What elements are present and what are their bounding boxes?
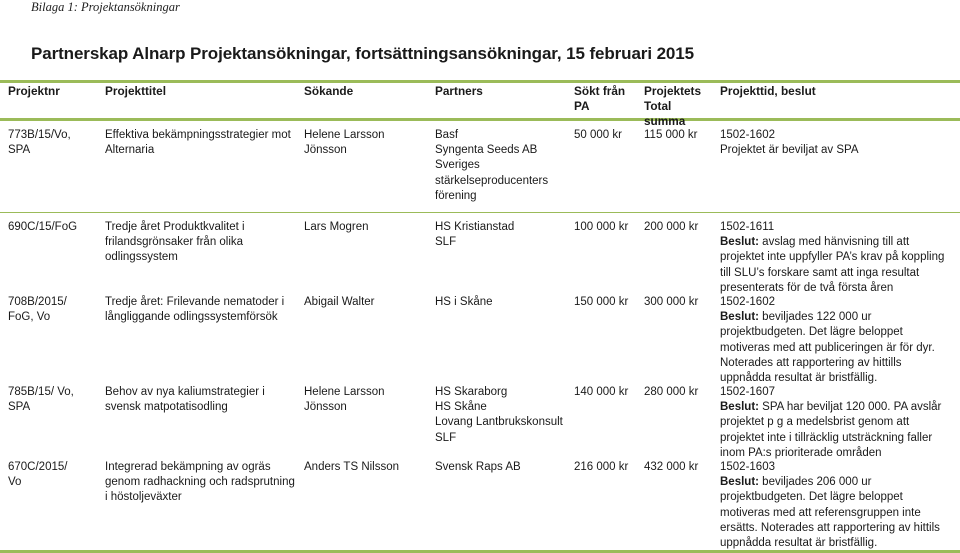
cell-titel: Integrerad bekämpning av ogräs genom radhackning och radsprutning i höstoljeväxter <box>105 461 295 504</box>
cell-projnr: 708B/2015/ FoG, Vo <box>8 296 67 324</box>
cell-sokt: 140 000 kr <box>574 386 629 398</box>
cell-projnr: 785B/15/ Vo, SPA <box>8 386 74 414</box>
cell-tid: 1502-1603 Beslut: beviljades 206 000 ur projektbudgeten. Det lägre beloppet motiveras med att referensgruppen inte ersätts. Noterades att rapportering av hittils uppnådda resultat är bristfällig. <box>720 461 940 550</box>
header-sokande: Sökande <box>304 84 354 98</box>
cell-partners: HS Skaraborg HS Skåne Lovang Lantbrukskonsult SLF <box>435 386 563 444</box>
cell-titel: Tredje året Produktkvalitet i frilandsgrönsaker från olika odlingssystem <box>105 221 245 264</box>
cell-tid: 1502-1602 Projektet är beviljat av SPA <box>720 129 859 157</box>
document-caption: Bilaga 1: Projektansökningar <box>31 0 180 14</box>
cell-total: 115 000 kr <box>644 129 698 141</box>
cell-sokt: 150 000 kr <box>574 296 629 308</box>
beslut-label: Beslut: <box>720 476 759 489</box>
cell-titel: Behov av nya kaliumstrategier i svensk matpotatisodling <box>105 386 265 414</box>
cell-total: 300 000 kr <box>644 296 699 308</box>
cell-partners: Svensk Raps AB <box>435 461 521 473</box>
header-tid: Projekttid, beslut <box>720 84 816 98</box>
cell-titel: Effektiva bekämpningsstrategier mot Alternaria <box>105 129 291 157</box>
header-partners: Partners <box>435 84 483 98</box>
beslut-label: Beslut: <box>720 401 759 414</box>
cell-partners: HS Kristianstad SLF <box>435 221 515 249</box>
cell-sokt: 100 000 kr <box>574 221 629 233</box>
cell-projnr: 670C/2015/ Vo <box>8 461 68 489</box>
cell-partners: Basf Syngenta Seeds AB Sveriges stärkelseproducenters förening <box>435 129 549 202</box>
header-projnr: Projektnr <box>8 84 60 98</box>
cell-projnr: 773B/15/Vo, SPA <box>8 129 71 157</box>
row-divider <box>0 212 960 213</box>
cell-sokt: 50 000 kr <box>574 129 622 141</box>
cell-tid: 1502-1602 Beslut: beviljades 122 000 ur projektbudgeten. Det lägre beloppet motiveras med att publiceringen är för dyr. Noterades att rapportering av hittills uppnådda resultat är bristfällig. <box>720 296 935 385</box>
cell-titel: Tredje året: Frilevande nematoder i långliggande odlingssystemförsök <box>105 296 285 324</box>
cell-tid: 1502-1611 Beslut: avslag med hänvisning till att projektet inte uppfyller PA’s krav på koppling till SLU’s forskare samt att inga resultat presenterats för de två första åren <box>720 221 945 294</box>
header-sokt: Sökt från PA <box>574 84 626 114</box>
cell-sokande: Abigail Walter <box>304 296 375 308</box>
cell-tid: 1502-1607 Beslut: SPA har beviljat 120 000. PA avslår projektet p g a medelsbrist genom att projektet inte i tillräcklig utsträckning faller inom PA:s prioriterade områden <box>720 386 942 459</box>
table-top-border <box>0 80 960 83</box>
cell-sokande: Helene Larsson Jönsson <box>304 129 385 157</box>
header-bottom-border <box>0 118 960 121</box>
header-titel: Projekttitel <box>105 84 166 98</box>
cell-projnr: 690C/15/FoG <box>8 221 78 233</box>
beslut-label: Beslut: <box>720 311 759 324</box>
cell-total: 432 000 kr <box>644 461 699 473</box>
header-total: Projektets Total summa <box>644 84 702 129</box>
page-title: Partnerskap Alnarp Projektansökningar, fortsättningsansökningar, 15 februari 2015 <box>31 44 694 63</box>
cell-total: 280 000 kr <box>644 386 699 398</box>
cell-sokande: Lars Mogren <box>304 221 369 233</box>
cell-partners: HS i Skåne <box>435 296 493 308</box>
cell-total: 200 000 kr <box>644 221 699 233</box>
cell-sokt: 216 000 kr <box>574 461 629 473</box>
cell-sokande: Helene Larsson Jönsson <box>304 386 385 414</box>
cell-sokande: Anders TS Nilsson <box>304 461 400 473</box>
beslut-label: Beslut: <box>720 236 759 249</box>
